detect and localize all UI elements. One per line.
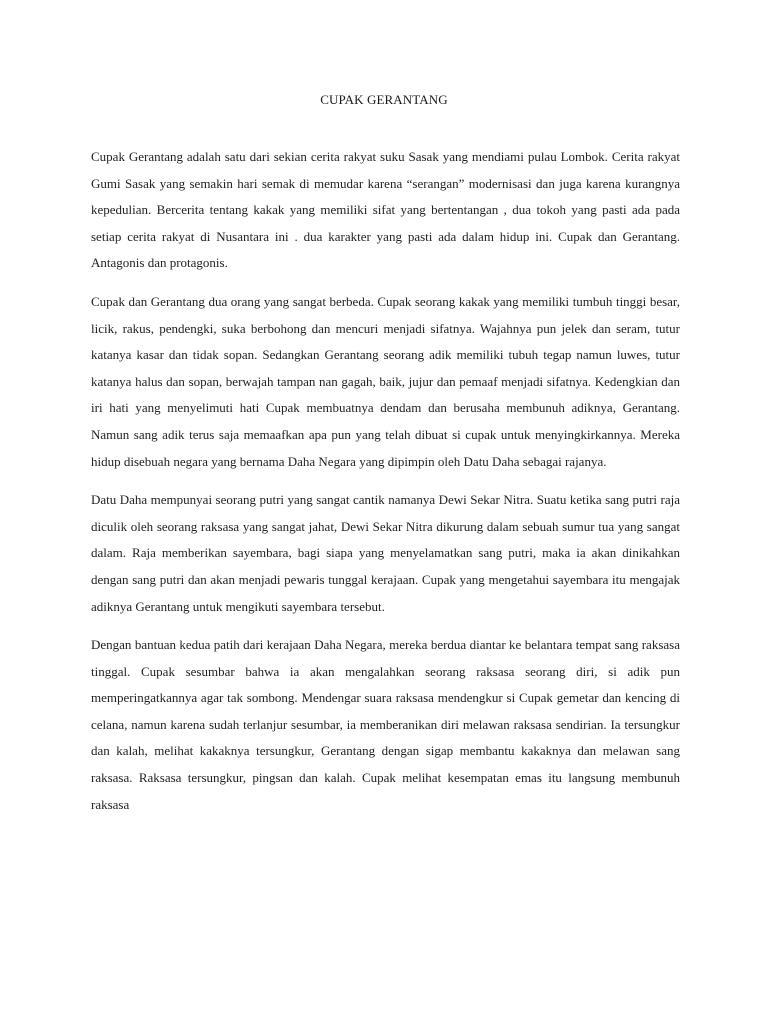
paragraph-2: Cupak dan Gerantang dua orang yang sangat berbeda. Cupak seorang kakak yang memiliki tumbuh tinggi besar, licik, rakus, pendengki, suka berbohong dan mencuri menjadi sifatnya. Wajahnya pun jelek dan seram, tutur katanya kasar dan tidak sopan. Sedangkan Gerantang seorang adik memiliki tubuh tegap namun luwes, tutur katanya halus dan sopan, berwajah tampan nan gagah, baik, jujur dan pemaaf menjadi sifatnya. Kedengkian dan iri hati yang menyelimuti hati Cupak membuatnya dendam dan berusaha membunuh adiknya, Gerantang. Namun sang adik terus saja memaafkan apa pun yang telah dibuat si cupak untuk menyingkirkannya. Mereka hidup disebuah negara yang bernama Daha Negara yang dipimpin oleh Datu Daha sebagai rajanya. xyxy=(91,293,680,469)
paragraph-4: Dengan bantuan kedua patih dari kerajaan Daha Negara, mereka berdua diantar ke belantara tempat sang raksasa tinggal. Cupak sesumbar bahwa ia akan mengalahkan seorang raksasa seorang diri, si adik pun memperingatkannya agar tak sombong. Mendengar suara raksasa mendengkur si Cupak gemetar dan kencing di celana, namun karena sudah terlanjur sesumbar, ia memberanikan diri melawan raksasa sendirian. Ia tersungkur dan kalah, melihat kakaknya tersungkur, Gerantang dengan sigap membantu kakaknya dan melawan sang raksasa. Raksasa tersungkur, pingsan dan kalah. Cupak melihat kesempatan emas itu langsung membunuh raksasa xyxy=(91,637,680,812)
document-title: CUPAK GERANTANG xyxy=(320,92,448,107)
document-body xyxy=(91,144,680,818)
paragraph-3: Datu Daha mempunyai seorang putri yang sangat cantik namanya Dewi Sekar Nitra. Suatu ketika sang putri raja diculik oleh seorang raksasa yang sangat jahat, Dewi Sekar Nitra dikurung dalam sebuah sumur tua yang sangat dalam. Raja memberikan sayembara, bagi siapa yang menyelamatkan sang putri, maka ia akan dinikahkan dengan sang putri dan akan menjadi pewaris tunggal kerajaan. Cupak yang mengetahui sayembara itu mengajak adiknya Gerantang untuk mengikuti sayembara tersebut. xyxy=(91,492,680,614)
paragraph-1: Cupak Gerantang adalah satu dari sekian cerita rakyat suku Sasak yang mendiami pulau Lombok. Cerita rakyat Gumi Sasak yang semakin hari semak di memudar karena “serangan” modernisasi dan juga karena kurangnya kepedulian. Bercerita tentang kakak yang memiliki sifat yang bertentangan , dua tokoh yang pasti ada pada setiap cerita rakyat di Nusantara ini . dua karakter yang pasti ada dalam hidup ini. Cupak dan Gerantang. Antagonis dan protagonis. xyxy=(91,149,680,271)
